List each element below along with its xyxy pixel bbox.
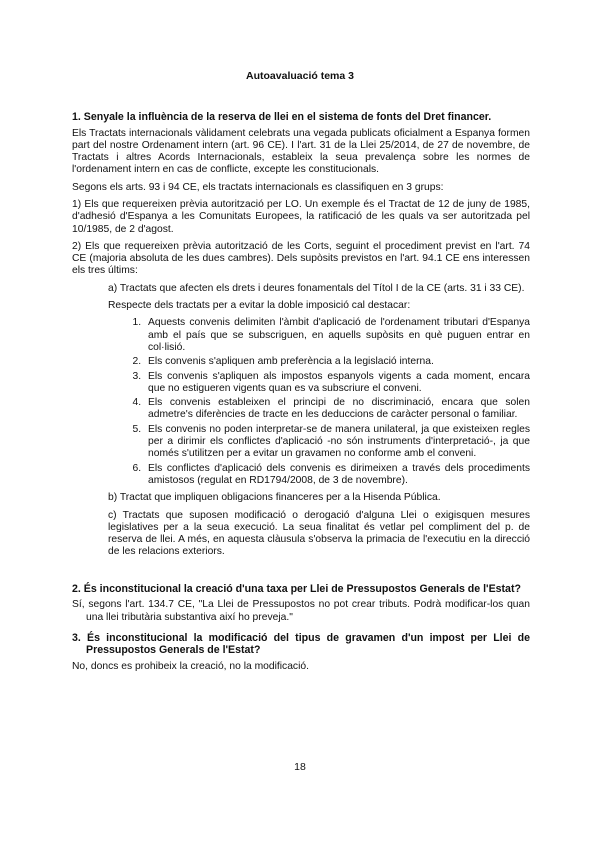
q1-paragraph-1: Els Tractats internacionals vàlidament celebrats una vegada publicats oficialment a Espanya formen part del nostre Ordenament intern (art. 96 CE). I l'art. 31 de la Llei 25/2014, de 27 de novembre, de Tractats i altres Acords Internacionals, estableix la seua prevalença sobre les normes de l'ordenament intern en cas de conflicte, excepte les constitucionals. [72,127,530,176]
question-3-answer: No, doncs es prohibeix la creació, no la modificació. [72,660,309,672]
q1-paragraph-2: Segons els arts. 93 i 94 CE, els tractats internacionals es classifiquen en 3 grups: [72,181,444,193]
document-title: Autoavaluació tema 3 [246,70,354,82]
list-item: 4. Els convenis estableixen el principi de no discriminació, encara que solen admetre's diferències de tracte en les deduccions de caràcter personal o familiar. [144,397,530,422]
page-number: 18 [294,761,306,773]
list-item: 6. Els conflictes d'aplicació dels convenis es dirimeixen a través dels procediments amistosos (regulat en RD1794/2008, de 3 de novembre). [144,463,530,488]
list-item: 5. Els convenis no poden interpretar-se de manera unilateral, ja que existeixen regles per a dirimir els conflictes d'aplicació -no són instruments d'interpretació-, ja que només s'utilitzen per a evitar un gravamen no conforme amb el conveni. [144,424,530,461]
double-taxation-list [72,317,530,487]
document-body [72,111,530,678]
list-item: 1. Aquests convenis delimiten l'àmbit d'aplicació de l'ordenament tributari d'Espanya amb el país que se subscriguen, en aquells supòsits en què puguen entrar en col·lisió. [144,317,530,354]
q1-item-b: b) Tractat que impliquen obligacions financeres per a la Hisenda Pública. [108,492,441,504]
q1-paragraph-3: 1) Els que requereixen prèvia autorització per LO. Un exemple és el Tractat de 12 de juny de 1985, d'adhesió d'Espanya a les Comunitats Europees, la ratificació de les quals va ser autoritzada pel 10/1985, de 2 d'agost. [72,198,530,235]
question-3-heading: 3. És inconstitucional la modificació del tipus de gravamen d'un impost per Llei de Pressupostos Generals de l'Estat? [72,631,530,657]
list-item: 3. Els convenis s'apliquen als impostos espanyols vigents a cada moment, encara que no estigueren vigents quan es va subscriure el conveni. [144,371,530,396]
q1-paragraph-4: 2) Els que requereixen prèvia autorització de les Corts, seguint el procediment previst en l'art. 74 CE (majoria absoluta de les dues cambres). Dels supòsits previstos en l'art. 94.1 CE ens interessen els tres últims: [72,240,530,277]
list-item: 2. Els convenis s'apliquen amb preferència a la legislació interna. [144,356,530,368]
question-2-answer: Sí, segons l'art. 134.7 CE, "La Llei de Pressupostos no pot crear tributs. Podrà modificar-los quan una llei tributària substantiva així ho preveja." [72,599,530,623]
question-2-heading: 2. És inconstitucional la creació d'una taxa per Llei de Pressupostos Generals de l'Estat? [72,582,521,595]
question-1-heading: 1. Senyale la influència de la reserva de llei en el sistema de fonts del Dret financer. [72,111,492,123]
q1-double-taxation-intro: Respecte dels tractats per a evitar la doble imposició cal destacar: [108,300,411,312]
q1-item-c: c) Tractats que suposen modificació o derogació d'alguna Llei o exigisquen mesures legislatives per a la seua execució. La seua finalitat és vetlar pel compliment del p. de reserva de llei. A més, en aquesta clàusula s'observa la primacia de l'executiu en la direcció de les relacions exteriors. [108,509,530,558]
q1-item-a: a) Tractats que afecten els drets i deures fonamentals del Títol I de la CE (arts. 31 i 33 CE). [108,282,525,294]
